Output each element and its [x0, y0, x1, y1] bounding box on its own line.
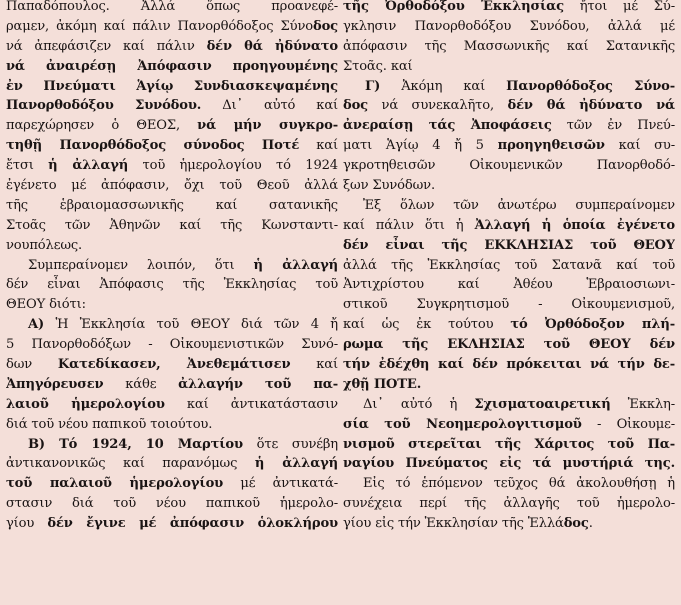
emphasis-text: Γ): [365, 78, 381, 94]
text-line: τῆς Ὀρθοδόξου Ἐκκλησίας ἤτοι μέ Σύ-: [343, 0, 675, 14]
text-line: διά τοῦ νέου παπικοῦ τοιούτου.: [6, 416, 213, 432]
emphasis-text: Ἀλλαγή ἡ ὁποία ἐγένετο: [474, 217, 675, 233]
text-line: γκροτηθεισῶν Οἰκουμενικῶν Πανορθοδό-: [343, 158, 675, 174]
emphasis-text: τό Ὀρθόδοξον πλή-: [510, 317, 675, 333]
text-line: καί πάλιν ὅτι ἡ Ἀλλαγή ἡ ὁποία ἐγένετο: [343, 217, 675, 233]
emphasis-text: δέν ἔγινε μέ ἀπόφασιν ὁλοκλήρου: [47, 516, 338, 532]
text-line: τοῦ παλαιοῦ ἡμερολογίου μέ ἀντικατά-: [6, 476, 338, 492]
emphasis-text: τῆς Ὀρθοδόξου Ἐκκλησίας: [343, 0, 564, 14]
text-line: 5 Πανορθοδόξων - Οἰκουμενιστικῶν Συνό-: [6, 337, 338, 353]
emphasis-text: δέν θά ἠδύνατο: [206, 38, 338, 54]
emphasis-text: ἡ ἀλλαγή: [254, 456, 338, 472]
text-line: στικοῦ Συγκρητισμοῦ - Οἰκουμενισμοῦ,: [343, 297, 675, 313]
emphasis-text: ἐν Πνεύματι Ἁγίῳ Συνδιασκεψαμένης: [6, 78, 338, 94]
text-line: [343, 435, 675, 455]
emphasis-text: Κατεδίκασεν, Ἀνεθεμάτισεν: [57, 357, 291, 373]
emphasis-text: τήν ἐδέχθη καί δέν πρόκειται νά τήν δε-: [343, 357, 675, 373]
text-line: δων Κατεδίκασεν, Ἀνεθεμάτισεν καί: [6, 357, 338, 373]
text-line: [6, 77, 338, 97]
emphasis-text: νά ἀναιρέσῃ Ἀπόφασιν προηγουμένης: [6, 58, 338, 74]
emphasis-text: δέν εἶναι τῆς ΕΚΚΛΗΣΙΑΣ τοῦ ΘΕΟΥ: [343, 237, 675, 253]
emphasis-text: ἡ ἀλλαγή: [253, 257, 338, 273]
text-line: τηθῇ Πανορθόδοξος σύνοδος Ποτέ καί: [6, 138, 338, 154]
text-line: δος νά συνεκαλῆτο, δέν θά ἠδύνατο νά: [343, 98, 675, 114]
emphasis-text: δος: [313, 18, 338, 34]
emphasis-text: Πανορθόδοξος Σύνο-: [506, 78, 675, 94]
text-line: ἀνεραίσῃ τάς Ἀποφάσεις τῶν ἐν Πνεύ-: [343, 118, 675, 134]
text-line: Ἀπηγόρευσεν κάθε ἀλλαγήν τοῦ πα-: [6, 376, 338, 392]
text-line: παρεχώρησεν ὁ ΘΕΟΣ, νά μήν συγκρο-: [6, 118, 338, 134]
emphasis-text: Β) Τό 1924, 10 Μαρτίου: [28, 436, 243, 452]
emphasis-text: Πανορθοδόξου Συνόδου.: [6, 98, 202, 114]
text-line: γίου εἰς τήν Ἐκκλησίαν τῆς Ἑλλάδος.: [343, 516, 593, 532]
text-line: Συμπεραίνομεν λοιπόν, ὅτι ἡ ἀλλαγή: [28, 257, 338, 273]
text-line: ἀπόφασιν τῆς Μασσωνικῆς καί Σατανικῆς: [343, 38, 675, 54]
text-line: Παπαδόπουλος. Ἀλλά ὅπως προανεφέ-: [6, 0, 338, 14]
text-line: Στοᾶς τῶν Ἀθηνῶν καί τῆς Κωνσταντι-: [6, 217, 338, 233]
text-line: στασιν διά τοῦ νέου παπικοῦ ἡμερολο-: [6, 496, 338, 512]
emphasis-text: Σχισματοαιρετική: [474, 396, 611, 412]
text-line: τῆς ἑβραιομασσωνικῆς καί σατανικῆς: [6, 197, 338, 213]
text-line: Γ) Ἀκόμη καί Πανορθόδοξος Σύνο-: [365, 78, 675, 94]
text-line: νουπόλεως.: [6, 237, 83, 253]
emphasis-text: Ἀπηγόρευσεν: [6, 376, 104, 392]
emphasis-text: τηθῇ Πανορθόδοξος σύνοδος Ποτέ: [6, 138, 300, 154]
text-line: Ἀντιχρίστου καί Ἀθέου Ἑβραιοσιωνι-: [343, 277, 675, 293]
emphasis-text: Α): [28, 317, 45, 333]
text-line: [343, 236, 675, 256]
text-line: γκλησιν Πανορθοδόξου Συνόδου, ἀλλά μέ: [343, 18, 675, 34]
text-line: [343, 375, 675, 395]
text-line: σία τοῦ Νεοημερολογιτισμοῦ - Οἰκουμε-: [343, 416, 675, 432]
emphasis-text: νισμοῦ στερεῖται τῆς Χάριτος τοῦ Πα-: [343, 436, 675, 452]
text-line: γίου δέν ἔγινε μέ ἀπόφασιν ὁλοκλήρου: [6, 516, 338, 532]
emphasis-text: ἀνεραίσῃ τάς Ἀποφάσεις: [343, 118, 552, 134]
text-line: ἀλλά τῆς Ἐκκλησίας τοῦ Σατανᾶ καί τοῦ: [343, 257, 675, 273]
emphasis-text: νά μήν συγκρο-: [197, 118, 338, 134]
text-line: ἀντικανονικῶς καί παρανόμως ἡ ἀλλαγή: [6, 456, 338, 472]
emphasis-text: δος: [563, 516, 589, 532]
right-text-column: [343, 0, 675, 605]
emphasis-text: δος: [343, 98, 368, 114]
text-line: [6, 57, 338, 77]
emphasis-text: ἡ ἀλλαγή: [48, 158, 129, 174]
text-line: καί ὡς ἐκ τούτου τό Ὀρθόδοξον πλή-: [343, 317, 675, 333]
text-line: Ἐξ ὅλων τῶν ἀνωτέρω συμπεραίνομεν: [363, 197, 675, 213]
text-line: ΘΕΟΥ διότι:: [6, 297, 86, 313]
text-line: ἐγένετο μέ ἀπόφασιν, ὄχι τοῦ Θεοῦ ἀλλά: [6, 178, 338, 194]
text-line: ἔτσι ἡ ἀλλαγή τοῦ ἡμερολογίου τό 1924: [6, 158, 338, 174]
emphasis-text: ρωμα τῆς ΕΚΛΗΣΙΑΣ τοῦ ΘΕΟΥ δέν: [343, 337, 675, 353]
emphasis-text: χθῇ ΠΟΤΕ.: [343, 376, 422, 392]
emphasis-text: προηγηθεισῶν: [497, 138, 605, 154]
text-line: λαιοῦ ἡμερολογίου καί ἀντικατάστασιν: [6, 396, 338, 412]
emphasis-text: ἀλλαγήν τοῦ πα-: [178, 376, 338, 392]
emphasis-text: δέν θά ἠδύνατο νά: [507, 98, 675, 114]
text-line: [343, 335, 675, 355]
text-line: Πανορθοδόξου Συνόδου. Δι᾽ αὐτό καί: [6, 98, 338, 114]
left-text-column: [6, 0, 338, 605]
emphasis-text: ναγίου Πνεύματος εἰς τά μυστήριά της.: [343, 456, 675, 472]
text-line: δέν εἶναι Ἀπόφασις τῆς Ἐκκλησίας τοῦ: [6, 277, 338, 293]
emphasis-text: σία τοῦ Νεοημερολογιτισμοῦ: [343, 416, 582, 432]
text-line: Β) Τό 1924, 10 Μαρτίου ὅτε συνέβη: [28, 436, 338, 452]
text-line: ματι Ἁγίῳ 4 ἤ 5 προηγηθεισῶν καί συ-: [343, 138, 675, 154]
text-line: ραμεν, ἀκόμη καί πάλιν Πανορθόδοξος Σύνοδος: [6, 18, 338, 34]
text-line: Στοᾶς. καί: [343, 58, 413, 74]
text-line: νά ἀπεφάσιζεν καί πάλιν δέν θά ἠδύνατο: [6, 38, 338, 54]
text-line: Δι᾽ αὐτό ἡ Σχισματοαιρετική Ἐκκλη-: [363, 396, 675, 412]
text-line: Εἰς τό ἑπόμενον τεῦχος θά ἀκολουθήσῃ ἡ: [363, 476, 675, 492]
text-line: Α) Ἡ Ἐκκλησία τοῦ ΘΕΟΥ διά τῶν 4 ἤ: [28, 317, 338, 333]
emphasis-text: λαιοῦ ἡμερολογίου: [6, 396, 165, 412]
emphasis-text: τοῦ παλαιοῦ ἡμερολογίου: [6, 476, 224, 492]
text-line: συνέχεια περί τῆς ἀλλαγῆς τοῦ ἡμερολο-: [343, 496, 675, 512]
text-line: [343, 355, 675, 375]
text-line: [343, 454, 675, 474]
text-line: ξων Συνόδων.: [343, 178, 435, 194]
